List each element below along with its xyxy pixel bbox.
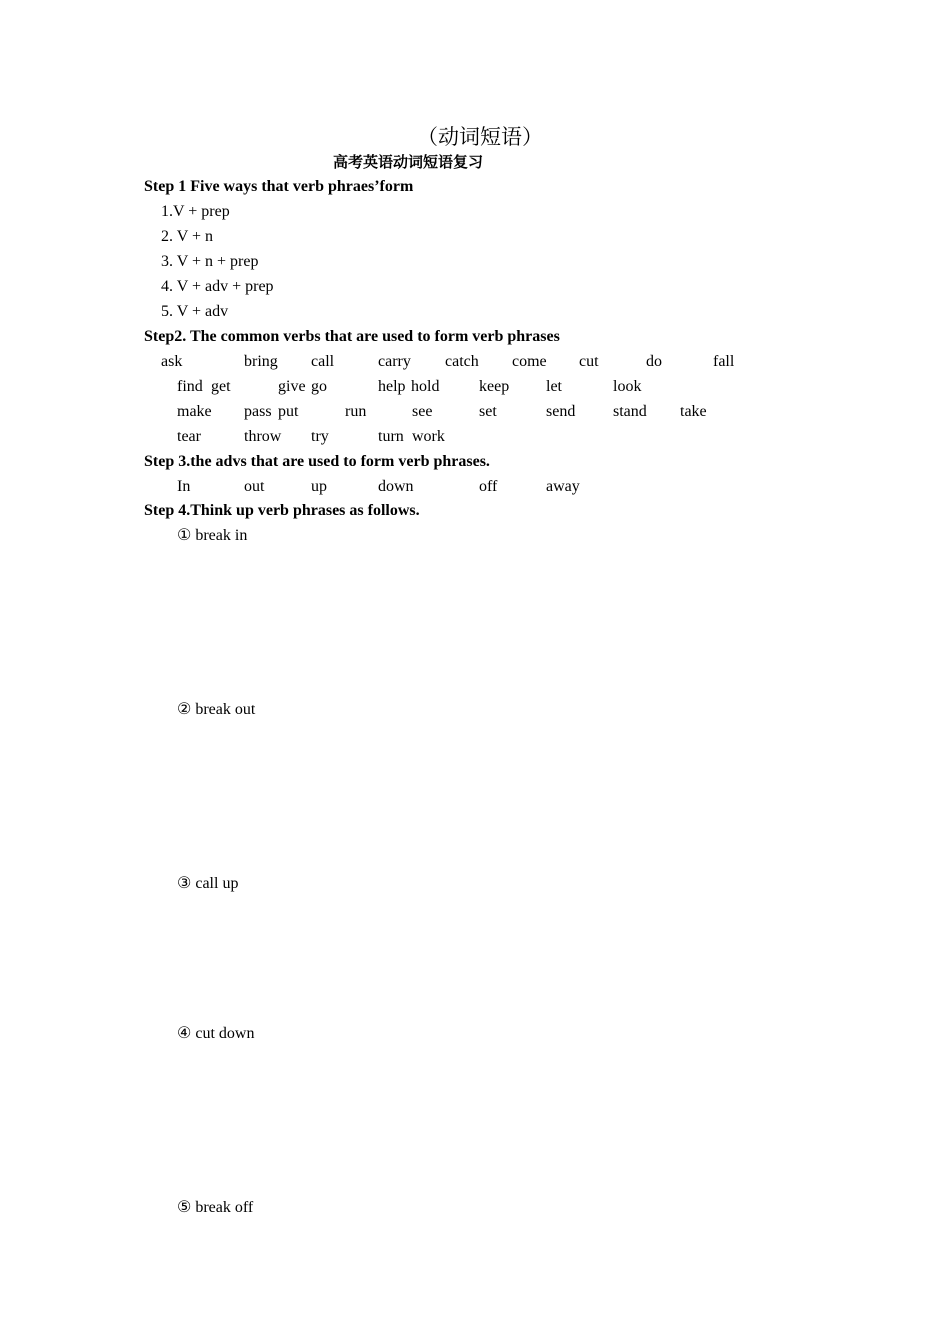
- phrase-item: ① break in: [177, 527, 248, 544]
- verb-word: pass: [244, 403, 272, 420]
- adv-word: off: [479, 478, 498, 495]
- adv-word: In: [177, 478, 191, 495]
- adv-word: out: [244, 478, 265, 495]
- verb-word: hold: [411, 378, 440, 395]
- verb-word: put: [278, 403, 299, 420]
- step3-heading: Step 3.the advs that are used to form verb phrases.: [144, 453, 490, 470]
- verb-word: see: [412, 403, 433, 420]
- verb-word: catch: [445, 353, 479, 370]
- page-title: （动词短语）: [417, 125, 543, 149]
- step1-item: 3. V + n + prep: [161, 253, 259, 270]
- adv-word: away: [546, 478, 580, 495]
- verb-word: stand: [613, 403, 647, 420]
- step1-item: 4. V + adv + prep: [161, 278, 274, 295]
- step1-heading: Step 1 Five ways that verb phraes’form: [144, 178, 414, 195]
- verb-word: set: [479, 403, 497, 420]
- verb-word: help: [378, 378, 406, 395]
- phrase-item: ② break out: [177, 701, 256, 718]
- verb-word: do: [646, 353, 662, 370]
- verb-word: run: [345, 403, 367, 420]
- page-subtitle: 高考英语动词短语复习: [332, 153, 483, 171]
- verb-word: turn: [378, 428, 404, 445]
- verb-word: give: [278, 378, 306, 395]
- verb-word: find: [177, 378, 203, 395]
- step1-item: 5. V + adv: [161, 303, 229, 320]
- phrase-item: ③ call up: [177, 875, 239, 892]
- verb-word: tear: [177, 428, 201, 445]
- verb-word: take: [680, 403, 707, 420]
- verb-word: call: [311, 353, 335, 370]
- verb-word: come: [512, 353, 547, 370]
- adv-word: down: [378, 478, 414, 495]
- verb-word: carry: [378, 353, 411, 370]
- verb-word: try: [311, 428, 329, 445]
- step1-item: 1.V + prep: [161, 203, 230, 220]
- phrase-item: ⑤ break off: [177, 1199, 254, 1216]
- step4-heading: Step 4.Think up verb phrases as follows.: [144, 502, 420, 519]
- verb-word: send: [546, 403, 576, 420]
- verb-word: let: [546, 378, 562, 395]
- verb-word: ask: [161, 353, 183, 370]
- adv-word: up: [311, 478, 327, 495]
- verb-word: keep: [479, 378, 510, 395]
- verb-word: make: [177, 403, 212, 420]
- verb-word: work: [412, 428, 445, 445]
- verb-word: go: [311, 378, 327, 395]
- verb-word: throw: [244, 428, 282, 445]
- step1-item: 2. V + n: [161, 228, 213, 245]
- phrase-item: ④ cut down: [177, 1025, 255, 1042]
- verb-word: bring: [244, 353, 278, 370]
- verb-word: fall: [713, 353, 735, 370]
- verb-word: cut: [579, 353, 599, 370]
- step2-heading: Step2. The common verbs that are used to form verb phrases: [144, 328, 560, 345]
- verb-word: get: [211, 378, 231, 395]
- verb-word: look: [613, 378, 642, 395]
